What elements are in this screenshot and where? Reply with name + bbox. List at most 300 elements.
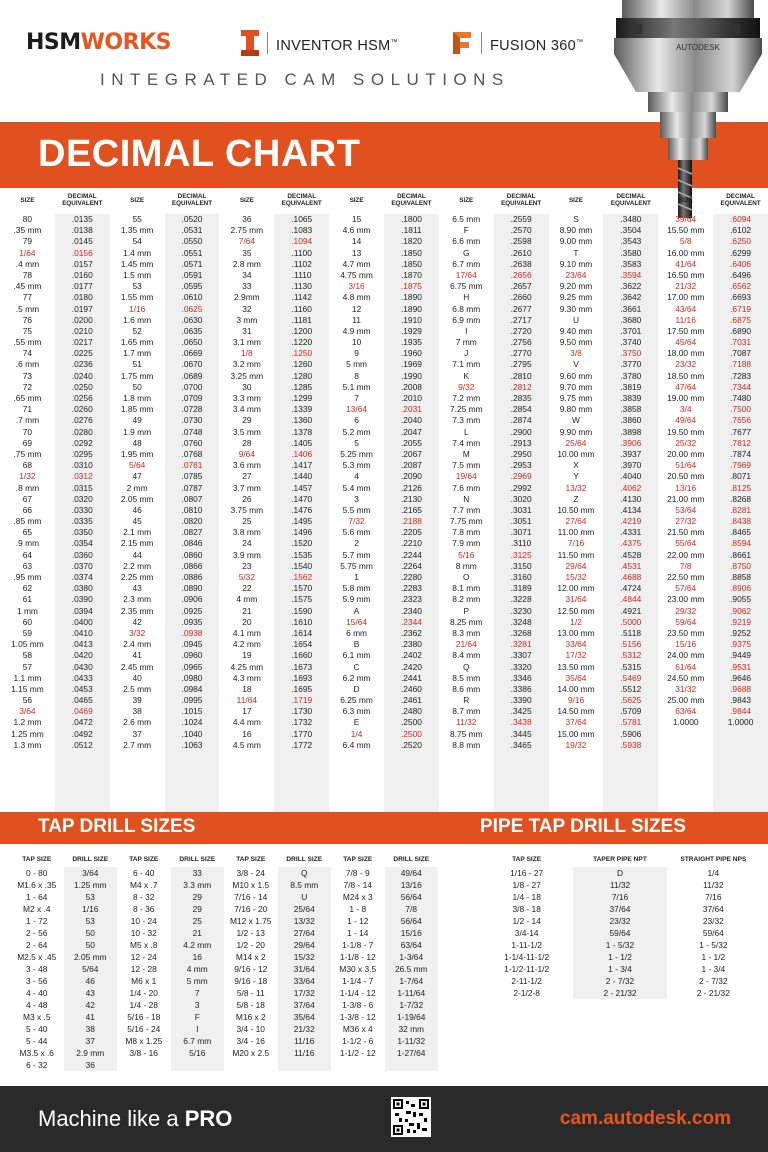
pipe-tap-table: [480, 853, 760, 999]
decimal-cell: .3110: [510, 538, 532, 549]
size-cell: 4.2 mm: [232, 639, 261, 650]
decimal-cell: .1130: [291, 281, 312, 292]
decimal-cell: .4219: [620, 516, 642, 527]
decimal-cell: .1570: [291, 583, 313, 594]
size-cell: 15/32: [565, 572, 587, 582]
decimal-cell: .0730: [181, 415, 203, 426]
size-cell: 9.50 mm: [559, 337, 593, 348]
tap-header-cell: DRILL SIZE: [72, 856, 109, 863]
decimal-header-label: DECIMAL EQUIVALENT: [62, 193, 103, 207]
decimal-header-cell: [439, 198, 494, 205]
size-cell: 77: [22, 292, 33, 303]
decimal-cell: .9055: [730, 594, 752, 605]
tap-drill-cell: M2 x .4: [23, 904, 51, 914]
decimal-cell: .2008: [400, 381, 422, 392]
size-cell: 56: [22, 695, 33, 706]
size-cell: .85 mm: [13, 516, 42, 527]
hsmworks-logo[interactable]: [26, 30, 171, 55]
size-cell: 17: [242, 706, 252, 717]
decimal-cell: .2047: [400, 426, 422, 437]
decimal-cell: .0550: [181, 236, 203, 247]
pipe-tap-cell: 1 - 1/2: [608, 952, 632, 962]
size-cell: 8.5 mm: [452, 672, 481, 683]
size-cell: 7/16: [567, 538, 585, 549]
tap-drill-cell: 5/16: [189, 1048, 206, 1058]
tap-drill-cell: 49/64: [400, 868, 422, 878]
size-cell: E: [353, 717, 360, 728]
decimal-cell: .2040: [400, 415, 422, 426]
tap-drill-cell: 26.5 mm: [394, 964, 428, 974]
size-cell: 18.50 mm: [667, 370, 705, 381]
decimal-cell: .4331: [620, 527, 642, 538]
tap-drill-column: [10, 867, 64, 1071]
tap-drill-column: [171, 867, 225, 1071]
pipe-tap-cell: 2 - 7/32: [605, 976, 635, 986]
size-cell: 16.00 mm: [667, 247, 705, 258]
size-cell: 35/64: [565, 672, 587, 683]
tap-drill-cell: M4 x .7: [130, 880, 158, 890]
size-cell: 58: [22, 650, 33, 661]
decimal-cell: .0200: [71, 314, 93, 325]
pipe-tap-title: PIPE TAP DRILL SIZES: [480, 816, 686, 837]
decimal-cell: .0781: [181, 460, 203, 471]
decimal-cell: .1250: [291, 348, 313, 359]
decimal-cell: .1024: [181, 717, 203, 728]
size-cell: 13/16: [675, 482, 697, 493]
size-cell: 2.45 mm: [120, 661, 154, 672]
size-cell: 60: [22, 616, 33, 627]
size-cell: 1.0000: [672, 717, 699, 728]
decimal-cell: .1470: [291, 493, 313, 504]
size-cell: 31/64: [565, 594, 587, 605]
pipe-tap-cell: 2 - 7/32: [699, 976, 728, 986]
size-cell: 13/32: [565, 482, 587, 493]
decimal-cell: .5938: [620, 739, 642, 750]
decimal-cell: .1811: [401, 225, 422, 236]
decimal-cell: .1870: [400, 269, 422, 280]
tap-drill-cell: 3: [194, 1000, 200, 1010]
tap-drill-cell: 3.3 mm: [183, 880, 212, 890]
product-inventor-name: INVENTOR HSM: [276, 37, 391, 54]
decimal-cell: .8071: [730, 471, 752, 482]
decimal-cell: .9375: [730, 639, 752, 650]
pipe-tap-cell: 23/32: [702, 916, 724, 926]
size-cell: 8.6 mm: [452, 683, 481, 694]
decimal-cell: .1772: [291, 739, 313, 750]
size-cell: 33/64: [565, 639, 587, 650]
decimal-cell: .3480: [620, 214, 642, 224]
size-cell: 37/64: [565, 717, 587, 728]
size-cell: 8.25 mm: [449, 616, 483, 627]
decimal-cell: .2188: [400, 516, 422, 527]
size-cell: Z: [573, 493, 579, 504]
size-cell: 1/64: [19, 247, 36, 258]
size-cell: 25: [242, 516, 252, 527]
decimal-cell: .8594: [730, 538, 752, 549]
decimal-cell: .1417: [291, 460, 313, 471]
slogan-bold: PRO: [184, 1106, 233, 1131]
decimal-cell: .2795: [510, 359, 532, 370]
tap-drill-cell: 5/8 - 11: [236, 988, 265, 998]
size-cell: 9.70 mm: [559, 381, 593, 392]
decimal-cell: .2264: [400, 560, 422, 571]
size-cell: 59/64: [675, 616, 697, 627]
decimal-cell: .1929: [400, 325, 422, 336]
size-cell: 9.10 mm: [559, 258, 593, 269]
decimal-cell: .2420: [400, 661, 422, 672]
size-cell: 61/64: [675, 661, 697, 672]
size-cell: 40: [132, 672, 142, 683]
tap-drill-column: [64, 867, 118, 1071]
tap-drill-cell: 4 mm: [186, 964, 208, 974]
size-cell: B: [353, 639, 360, 650]
decimal-cell: .8750: [730, 560, 752, 571]
decimal-cell: .0256: [71, 393, 93, 403]
decimal-header-cell: [329, 198, 384, 205]
tap-drill-cell: 11/16: [294, 1036, 315, 1046]
decimal-cell: .2010: [400, 393, 422, 403]
decimal-cell: .3543: [620, 236, 642, 247]
size-cell: 41: [132, 650, 142, 661]
decimal-cell: .1378: [291, 426, 313, 437]
size-cell: 1.6 mm: [123, 314, 152, 325]
inventor-hsm-logo[interactable]: [241, 30, 398, 56]
tap-drill-cell: 4.2 mm: [183, 940, 212, 950]
decimal-cell: .2087: [400, 460, 422, 471]
size-cell: 5.2 mm: [342, 426, 371, 437]
size-cell: 74: [22, 348, 33, 359]
decimal-cell: .1693: [291, 672, 313, 683]
decimal-cell: .0571: [181, 258, 203, 269]
decimal-cell: .1285: [291, 381, 313, 392]
tap-drill-cell: M6 x 1: [131, 976, 157, 986]
decimal-cell: .0138: [71, 225, 93, 236]
tap-drill-cell: 5/16 - 24: [127, 1024, 161, 1034]
size-cell: 3/32: [128, 627, 146, 638]
size-cell: 1/16: [128, 303, 146, 314]
size-cell: 75: [22, 325, 33, 336]
pipe-tap-cell: 1 - 3/4: [608, 964, 632, 974]
decimal-cell: .0728: [181, 404, 203, 415]
decimal-cell: .1110: [291, 269, 312, 280]
size-cell: 3.75 mm: [230, 504, 264, 515]
size-cell: 53/64: [675, 504, 697, 515]
decimal-cell: .7969: [730, 460, 752, 471]
decimal-cell: .1440: [291, 471, 313, 482]
decimal-cell: .2720: [510, 325, 532, 336]
decimal-cell: .1220: [291, 337, 313, 348]
size-cell: 2 mm: [126, 482, 148, 493]
decimal-cell: .0531: [181, 225, 203, 236]
decimal-cell: .3150: [510, 560, 532, 571]
tap-drill-cell: 15/32: [293, 952, 315, 962]
tap-drill-cell: 56/64: [400, 892, 422, 902]
tap-drill-cell: 3/4 - 16: [236, 1036, 265, 1046]
size-cell: 5.25 mm: [340, 448, 373, 459]
decimal-cell: .0938: [181, 627, 203, 638]
decimal-cell: .4688: [620, 572, 642, 582]
size-cell: 22.50 mm: [667, 572, 705, 582]
website-link[interactable]: cam.autodesk.com: [559, 1108, 731, 1129]
pipe-tap-banner: [384, 812, 768, 844]
decimal-cell: .7344: [730, 381, 752, 392]
tap-drill-cell: M24 x 3: [342, 892, 373, 902]
size-cell: 8 mm: [455, 560, 477, 571]
tap-drill-cell: 6 - 32: [26, 1060, 48, 1070]
pipe-tap-cell: 1-1/4-11-1/2: [504, 952, 550, 962]
size-cell: 5.8 mm: [342, 583, 371, 594]
size-cell: A: [353, 605, 360, 616]
tap-drill-cell: M30 x 3.5: [339, 964, 377, 974]
size-cell: 47: [132, 471, 142, 482]
decimal-cell: .1875: [400, 281, 422, 292]
size-cell: 63/64: [675, 706, 697, 717]
decimal-cell: .0156: [71, 247, 93, 258]
size-cell: 2.6 mm: [123, 717, 152, 728]
decimal-cell: .2380: [400, 639, 422, 650]
decimal-cell: .0197: [71, 303, 93, 314]
tap-drill-cell: 3 - 48: [26, 964, 48, 974]
size-cell: 2.4 mm: [123, 639, 152, 650]
size-cell: 9.75 mm: [559, 393, 593, 403]
size-cell: 9/16: [567, 695, 585, 706]
decimal-cell: .0250: [71, 381, 93, 392]
tap-drill-cell: 10 - 32: [130, 928, 157, 938]
size-cell: 4.4 mm: [232, 717, 261, 728]
decimal-cell: .6719: [730, 303, 752, 314]
pipe-header-cell: TAPER PIPE NPT: [593, 856, 647, 863]
tap-drill-cell: 32 mm: [398, 1024, 425, 1034]
size-cell: R: [463, 695, 470, 706]
decimal-cell: .1730: [291, 706, 313, 717]
size-cell: 73: [22, 370, 33, 381]
decimal-cell: .0768: [181, 448, 203, 459]
tap-drill-cell: 4 - 48: [26, 1000, 48, 1010]
size-cell: .6 mm: [15, 359, 40, 370]
size-cell: V: [573, 359, 579, 370]
size-cell: 70: [22, 426, 33, 437]
size-cell: 1.9 mm: [123, 426, 152, 437]
size-cell: 54: [132, 236, 142, 247]
size-cell: 21.50 mm: [667, 527, 705, 538]
size-cell: 7: [354, 393, 359, 403]
size-cell: 17/32: [565, 650, 587, 661]
decimal-cell: .0890: [181, 583, 203, 594]
size-cell: 31/32: [675, 683, 697, 694]
size-cell: 80: [22, 214, 33, 224]
size-cell: 6.9 mm: [452, 314, 481, 325]
decimal-cell: .1015: [181, 706, 203, 717]
size-cell: 7.9 mm: [452, 538, 481, 549]
decimal-cell: .3125: [510, 549, 532, 560]
decimal-header-label: SIZE: [568, 196, 583, 204]
size-cell: 37: [132, 728, 142, 739]
size-cell: .75 mm: [13, 448, 42, 459]
tap-drill-cell: 15/16: [400, 928, 422, 938]
decimal-cell: .2900: [510, 426, 532, 437]
size-cell: 6.75 mm: [449, 281, 483, 292]
decimal-header-label: SIZE: [678, 196, 693, 204]
decimal-cell: .3504: [620, 225, 642, 236]
size-cell: 46: [132, 504, 142, 515]
decimal-cell: .7480: [730, 393, 752, 403]
decimal-cell: .7874: [730, 448, 752, 459]
size-cell: 25.00 mm: [667, 695, 705, 706]
decimal-cell: .3858: [620, 404, 642, 415]
decimal-cell: .0551: [181, 247, 203, 258]
decimal-cell: .2953: [510, 460, 532, 471]
decimal-header-label: SIZE: [349, 196, 364, 204]
decimal-cell: .2165: [400, 504, 422, 515]
tap-drill-cell: 1 - 12: [347, 916, 369, 926]
size-cell: 33: [242, 281, 252, 292]
decimal-cell: .9062: [730, 605, 752, 616]
size-cell: 11.50 mm: [557, 549, 595, 560]
size-cell: 34: [242, 269, 252, 280]
decimal-cell: .1890: [400, 303, 422, 314]
tap-drill-cell: 1/4 - 20: [129, 988, 158, 998]
decimal-cell: .1495: [291, 516, 313, 527]
size-cell: 5.7 mm: [342, 549, 371, 560]
decimal-cell: .9843: [730, 695, 752, 706]
decimal-cell: .4062: [620, 482, 642, 493]
decimal-cell: .7283: [730, 370, 752, 381]
pipe-tap-cell: 7/16: [705, 892, 722, 902]
tap-drill-cell: M8 x 1.25: [125, 1036, 163, 1046]
pipe-tap-cell: 1 - 5/32: [699, 940, 728, 950]
size-cell: 4: [354, 471, 359, 482]
decimal-cell: .0160: [71, 269, 93, 280]
tap-drill-cell: 36: [85, 1060, 95, 1070]
decimal-cell: .3230: [510, 605, 532, 616]
size-cell: 51/64: [675, 460, 697, 471]
decimal-cell: .1695: [291, 683, 313, 694]
tap-drill-cell: 10 - 24: [130, 916, 157, 926]
decimal-cell: .0827: [181, 527, 203, 538]
size-cell: 19: [242, 650, 252, 661]
size-cell: 1.25 mm: [11, 728, 44, 739]
decimal-cell: .0295: [71, 448, 93, 459]
tap-drill-cell: 1/16: [82, 904, 99, 914]
decimal-cell: .0995: [181, 695, 203, 706]
tap-drill-cell: 1-19/64: [397, 1012, 426, 1022]
tap-drill-cell: 35/64: [293, 1012, 315, 1022]
size-cell: 7.1 mm: [452, 359, 481, 370]
tap-drill-cell: 1-11/64: [397, 988, 426, 998]
size-cell: 14.50 mm: [557, 706, 595, 717]
decimal-cell: .3307: [510, 650, 532, 661]
size-cell: 13: [351, 247, 362, 258]
decimal-cell: .3701: [620, 325, 642, 336]
size-cell: 49/64: [675, 415, 697, 426]
decimal-cell: .0984: [181, 683, 203, 694]
tap-drill-cell: 1.25 mm: [73, 880, 107, 890]
decimal-cell: .0236: [71, 359, 93, 370]
decimal-header-cell: [55, 194, 110, 208]
pipe-tap-cell: 11/32: [703, 880, 724, 890]
decimal-cell: .1063: [181, 739, 203, 750]
decimal-cell: .3580: [620, 247, 642, 258]
tap-drill-cell: 33: [192, 868, 202, 878]
tap-drill-cell: 1 - 72: [26, 916, 48, 926]
fusion-360-logo[interactable]: [451, 30, 583, 56]
tap-drill-cell: 50: [85, 928, 95, 938]
decimal-cell: .2090: [400, 471, 422, 482]
size-cell: 39/64: [675, 214, 697, 224]
tap-drill-cell: 4 - 40: [26, 988, 48, 998]
size-cell: 1.75 mm: [120, 370, 154, 381]
decimal-cell: .1890: [400, 292, 422, 303]
tap-drill-cell: 5 - 40: [26, 1024, 48, 1034]
size-cell: 9.25 mm: [559, 292, 593, 303]
size-cell: 8.1 mm: [452, 583, 481, 594]
decimal-cell: .1850: [400, 258, 422, 269]
size-cell: 9.40 mm: [559, 325, 593, 336]
size-cell: 3: [354, 493, 359, 504]
size-cell: 21/64: [455, 639, 477, 650]
size-cell: 1.85 mm: [120, 404, 154, 415]
tap-drill-cell: Q: [300, 868, 308, 878]
tap-drill-cell: 3/64: [82, 868, 99, 878]
tap-drill-column: [117, 867, 171, 1071]
size-cell: 2.75 mm: [230, 225, 264, 236]
size-cell: .95 mm: [13, 572, 42, 582]
size-cell: 1/4: [350, 728, 363, 739]
size-cell: 5 mm: [346, 359, 368, 370]
tap-drill-cell: 5 mm: [186, 976, 208, 986]
decimal-header-label: SIZE: [459, 196, 474, 204]
pipe-tap-cell: 1 - 1/2: [701, 952, 726, 962]
size-cell: 3.6 mm: [232, 460, 261, 471]
size-cell: 21/32: [675, 281, 697, 292]
size-cell: 21.00 mm: [667, 493, 705, 504]
size-cell: 5/64: [128, 460, 146, 471]
tap-drill-cell: 1 - 14: [347, 928, 369, 938]
size-cell: 4.25 mm: [230, 661, 264, 672]
decimal-cell: .2480: [400, 706, 422, 717]
tap-drill-cell: 1-7/64: [399, 976, 424, 986]
decimal-header-cell: [494, 194, 549, 208]
decimal-cell: .0810: [181, 504, 203, 515]
decimal-cell: .1732: [291, 717, 313, 728]
qr-code-icon[interactable]: [391, 1097, 431, 1137]
size-cell: 23.50 mm: [667, 627, 705, 638]
size-cell: 45/64: [675, 337, 697, 348]
decimal-cell: .5000: [620, 616, 642, 627]
decimal-cell: .3839: [620, 393, 642, 403]
pipe-tap-column: [573, 867, 666, 999]
size-cell: 24.50 mm: [667, 672, 705, 683]
decimal-cell: .9646: [730, 672, 752, 683]
tap-drill-cell: 11/16: [294, 1048, 315, 1058]
size-cell: 7.5 mm: [452, 460, 481, 471]
decimal-cell: .0709: [181, 393, 203, 403]
size-cell: 2.5 mm: [123, 683, 152, 694]
size-cell: 3.25 mm: [230, 370, 264, 381]
tap-drill-cell: 7/8: [405, 904, 418, 914]
size-cell: 15: [351, 214, 362, 224]
decimal-header-cell: [658, 198, 713, 205]
tap-drill-cell: 5/64: [82, 964, 99, 974]
size-cell: 4.6 mm: [342, 225, 371, 236]
size-cell: X: [573, 460, 579, 471]
tap-drill-cell: 5/8 - 18: [236, 1000, 265, 1010]
size-cell: 23/32: [675, 359, 697, 370]
decimal-cell: .3228: [510, 594, 532, 605]
decimal-cell: .1102: [291, 258, 312, 269]
pipe-tap-cell: 59/64: [702, 928, 724, 938]
size-cell: 7/64: [238, 236, 255, 247]
